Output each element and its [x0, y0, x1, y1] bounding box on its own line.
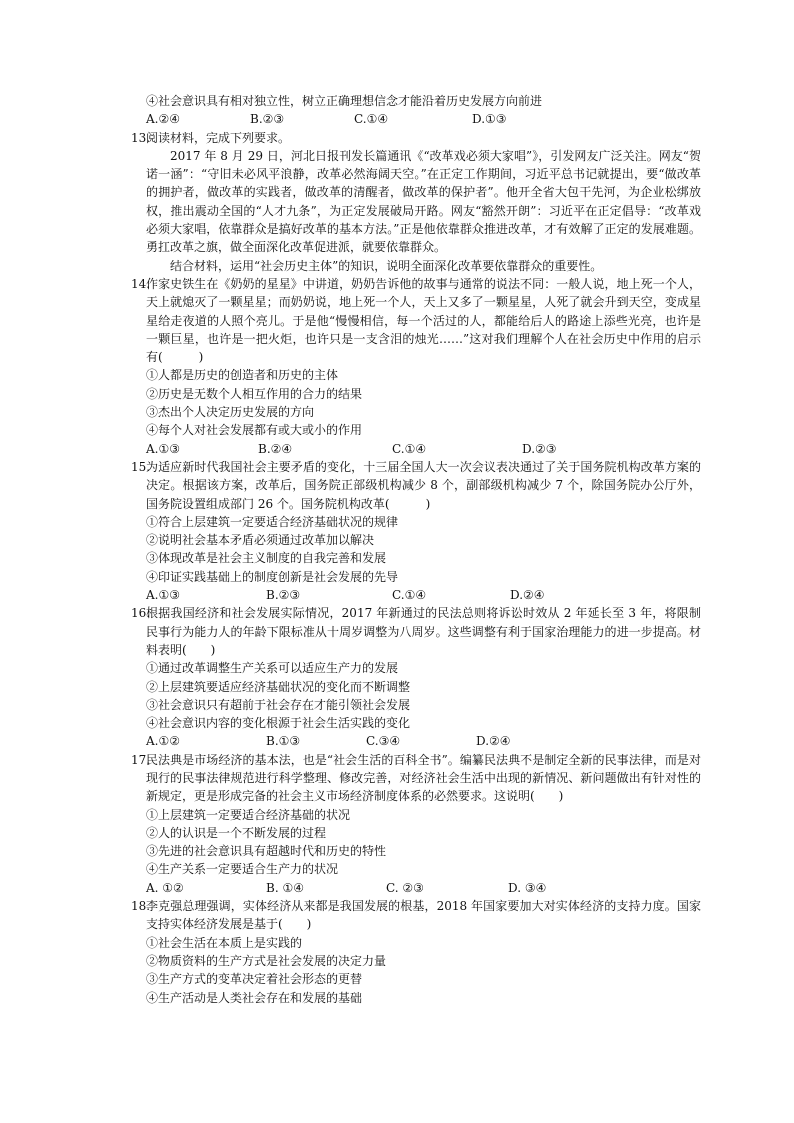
answer-choices — [146, 586, 701, 604]
question-number: 14. — [131, 276, 151, 291]
choice-c: C.①④ — [354, 112, 389, 127]
option-2: ②人的认识是一个不断发展的过程 — [146, 825, 327, 840]
option-2: ②物质资料的生产方式是社会发展的决定力量 — [146, 953, 387, 968]
option-2: ②上层建筑要适应经济基础状况的变化而不断调整 — [146, 679, 411, 694]
choice-b: B.②④ — [258, 441, 293, 456]
choice-a: A.①② — [146, 734, 180, 749]
choice-a: A.②④ — [146, 112, 180, 127]
material-paragraph: 2017 年 8 月 29 日，河北日报刊发长篇通讯《“改革戏必须大家唱”》，引发网友广泛关注。网友“贺诺一涵”：“守旧未必风平浪静，改革必然海阔天空。”在正定工作期间，习近平总书记就提出，要“做改革的拥护者，做改革的实践者，做改革的清醒者，做改革的保护者”。他开全省大包干先河，为企业松绑放权，推出震动全国的“人才九条”，为正定发展破局开路。网友“豁然开朗”：习近平在正定倡导：“改革戏必须大家唱，依靠群众是搞好改革的基本方法。”正是他依靠群众推进改革，才有效解了正定的发展难题。勇扛改革之旗，做全面深化改革促进派，就要依靠群众。 — [146, 148, 701, 255]
choice-a: A.①③ — [146, 441, 180, 456]
option-3: ③生产方式的变革决定着社会形态的更替 — [146, 972, 363, 987]
prev-choices — [146, 110, 701, 128]
choice-d: D.②④ — [510, 588, 545, 603]
option-2: ②说明社会基本矛盾必须通过改革加以解决 — [146, 533, 375, 548]
choice-d: D. ③④ — [508, 880, 547, 895]
question-number: 18. — [131, 899, 151, 914]
choice-c: C.①④ — [392, 588, 427, 603]
question-16 — [131, 604, 701, 750]
option-3: ③社会意识只有超前于社会存在才能引领社会发展 — [146, 697, 411, 712]
question-18 — [131, 897, 701, 1007]
answer-choices — [146, 440, 701, 458]
choice-c: C.③④ — [366, 734, 401, 749]
choice-a: A. ①② — [146, 880, 184, 895]
choice-c: C. ②③ — [386, 880, 424, 895]
exam-page — [131, 92, 701, 1007]
question-number: 13. — [131, 130, 151, 145]
option-1: ①社会生活在本质上是实践的 — [146, 935, 303, 950]
question-stem: 作家史铁生在《奶奶的星星》中讲道，奶奶告诉他的故事与通常的说法不同：一般人说，地上死一个人，天上就熄灭了一颗星星；而奶奶说，地上死一个人，天上又多了一颗星星，人死了就会升到天空，变成星星给走夜道的人照个亮儿。于是他“慢慢相信，每一个活过的人，都能给后人的路途上添些光亮，也许是一颗巨星，也许是一把火炬，也许只是一支含泪的烛光……”这对我们理解个人在社会历史中作用的启示有( ) — [146, 276, 701, 365]
option-1: ①通过改革调整生产关系可以适应生产力的发展 — [146, 661, 399, 676]
option-4: ④每个人对社会发展都有或大或小的作用 — [146, 423, 363, 438]
choice-b: B. ①④ — [266, 880, 304, 895]
choice-b: B.②③ — [250, 112, 285, 127]
question-15 — [131, 458, 701, 604]
option-3: ③先进的社会意识具有超越时代和历史的特性 — [146, 844, 387, 859]
prev-option-4: ④社会意识具有相对独立性，树立正确理想信念才能沿着历史发展方向前进 — [146, 94, 543, 108]
option-3: ③杰出个人决定历史发展的方向 — [146, 405, 315, 420]
question-number: 17. — [131, 752, 151, 767]
question-number: 16. — [131, 606, 151, 621]
option-1: ①人都是历史的创造者和历史的主体 — [146, 368, 339, 383]
choice-c: C.①④ — [392, 441, 427, 456]
question-task: 结合材料，运用“社会历史主体”的知识，说明全面深化改革要依靠群众的重要性。 — [170, 258, 603, 273]
option-3: ③体现改革是社会主义制度的自我完善和发展 — [146, 551, 387, 566]
answer-choices — [146, 732, 701, 750]
question-stem: 民法典是市场经济的基本法，也是“社会生活的百科全书”。编纂民法典不是制定全新的民事法律，而是对现行的民事法律规范进行科学整理、修改完善，对经济社会生活中出现的新情况、新问题做出有针对性的新规定，更是形成完备的社会主义市场经济制度体系的必然要求。这说明( ) — [146, 752, 701, 804]
option-2: ②历史是无数个人相互作用的合力的结果 — [146, 386, 363, 401]
question-13 — [131, 129, 701, 147]
choice-b: B.②③ — [266, 588, 301, 603]
option-4: ④印证实践基础上的制度创新是社会发展的先导 — [146, 569, 399, 584]
choice-d: D.②③ — [522, 441, 557, 456]
option-1: ①符合上层建筑一定要适合经济基础状况的规律 — [146, 514, 399, 529]
answer-choices — [146, 879, 701, 897]
choice-b: B.①③ — [266, 734, 301, 749]
choice-d: D.②④ — [476, 734, 511, 749]
option-1: ①上层建筑一定要适合经济基础的状况 — [146, 807, 351, 822]
question-stem: 李克强总理强调，实体经济从来都是我国发展的根基，2018 年国家要加大对实体经济的支持力度。国家支持实体经济发展是基于( ) — [146, 899, 701, 932]
question-17 — [131, 751, 701, 897]
option-4: ④生产关系一定要适合生产力的状况 — [146, 862, 339, 877]
question-stem: 根据我国经济和社会发展实际情况，2017 年新通过的民法总则将诉讼时效从 2 年延长至 3 年，将限制民事行为能力人的年龄下限标准从十周岁调整为八周岁。这些调整有利于国家治理能力的进一步提高。材料表明( ) — [146, 606, 701, 657]
question-14 — [131, 275, 701, 458]
option-4: ④社会意识内容的变化根源于社会生活实践的变化 — [146, 716, 411, 731]
option-4: ④生产活动是人类社会存在和发展的基础 — [146, 990, 363, 1005]
choice-a: A.①③ — [146, 588, 180, 603]
question-stem: 为适应新时代我国社会主要矛盾的变化，十三届全国人大一次会议表决通过了关于国务院机构改革方案的决定。根据该方案，改革后，国务院正部级机构减少 8 个，副部级机构减少 7 个，除国务院办公厅外，国务院设置组成部门 26 个。国务院机构改革( ) — [146, 459, 701, 511]
choice-d: D.①③ — [472, 112, 507, 127]
question-title: 阅读材料，完成下列要求。 — [146, 130, 291, 145]
question-number: 15. — [131, 459, 151, 474]
